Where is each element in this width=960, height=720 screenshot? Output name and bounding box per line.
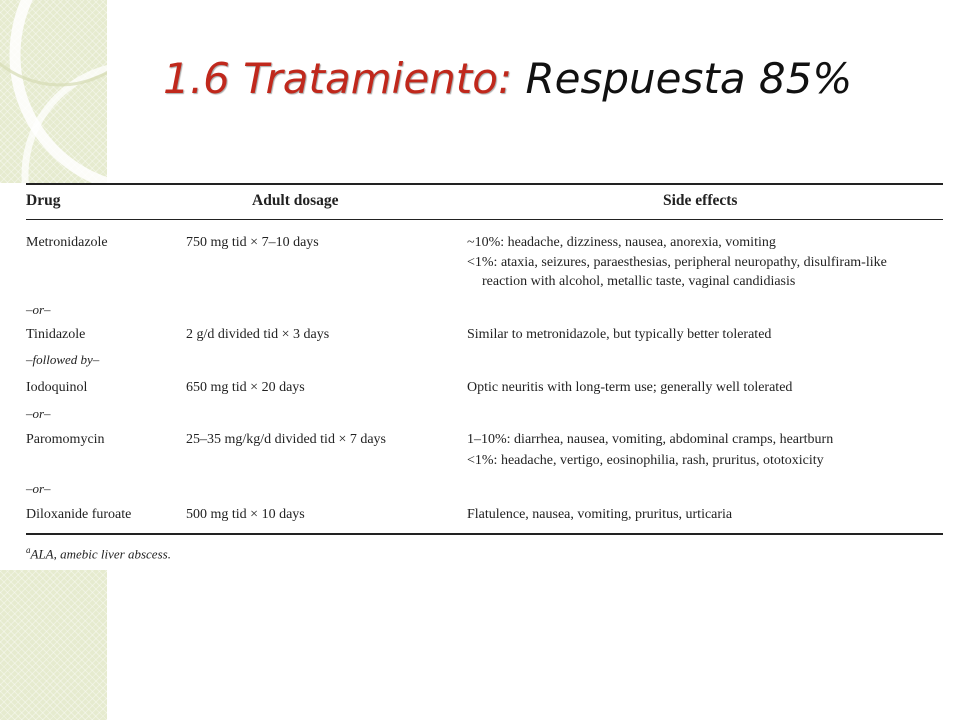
drug-dosage: 2 g/d divided tid × 3 days [186,327,330,342]
table-footnote [26,541,171,563]
drug-name: Diloxanide furoate [26,507,132,522]
slide-title-section: 1.6 Tratamiento: [163,54,513,103]
side-effect-line: <1%: headache, vertigo, eosinophilia, rash, pruritus, ototoxicity [467,453,824,468]
column-header-drug: Drug [26,192,61,209]
treatment-table [0,183,960,570]
side-effect-line: reaction with alcohol, metallic taste, vaginal candidiasis [482,274,796,289]
drug-dosage: 25–35 mg/kg/d divided tid × 7 days [186,432,386,447]
drug-name: Tinidazole [26,327,86,342]
table-header-rule [26,219,943,220]
footnote-text: ALA, amebic liver abscess. [30,546,171,562]
table-connector: –or– [26,302,51,317]
table-top-rule [26,183,943,185]
drug-dosage: 500 mg tid × 10 days [186,507,305,522]
column-header-dosage: Adult dosage [252,192,339,209]
side-effect-line: Similar to metronidazole, but typically better tolerated [467,327,772,342]
drug-name: Iodoquinol [26,380,88,395]
table-bottom-rule [26,533,943,535]
drug-dosage: 750 mg tid × 7–10 days [186,235,319,250]
side-effect-line: ~10%: headache, dizziness, nausea, anorexia, vomiting [467,235,776,250]
slide-title [163,54,852,104]
table-connector: –or– [26,481,51,496]
slide-title-response: Respuesta 85% [525,54,853,103]
side-effect-line: Flatulence, nausea, vomiting, pruritus, urticaria [467,507,733,522]
side-effect-line: <1%: ataxia, seizures, paraesthesias, peripheral neuropathy, disulfiram-like [467,255,887,270]
drug-name: Metronidazole [26,235,108,250]
footnote-marker: a [26,545,31,555]
drug-name: Paromomycin [26,432,105,447]
table-connector: –or– [26,406,51,421]
drug-dosage: 650 mg tid × 20 days [186,380,305,395]
column-header-side-effects: Side effects [663,192,738,209]
side-effect-line: 1–10%: diarrhea, nausea, vomiting, abdominal cramps, heartburn [467,432,834,447]
table-connector: –followed by– [26,352,100,367]
side-effect-line: Optic neuritis with long-term use; generally well tolerated [467,380,793,395]
